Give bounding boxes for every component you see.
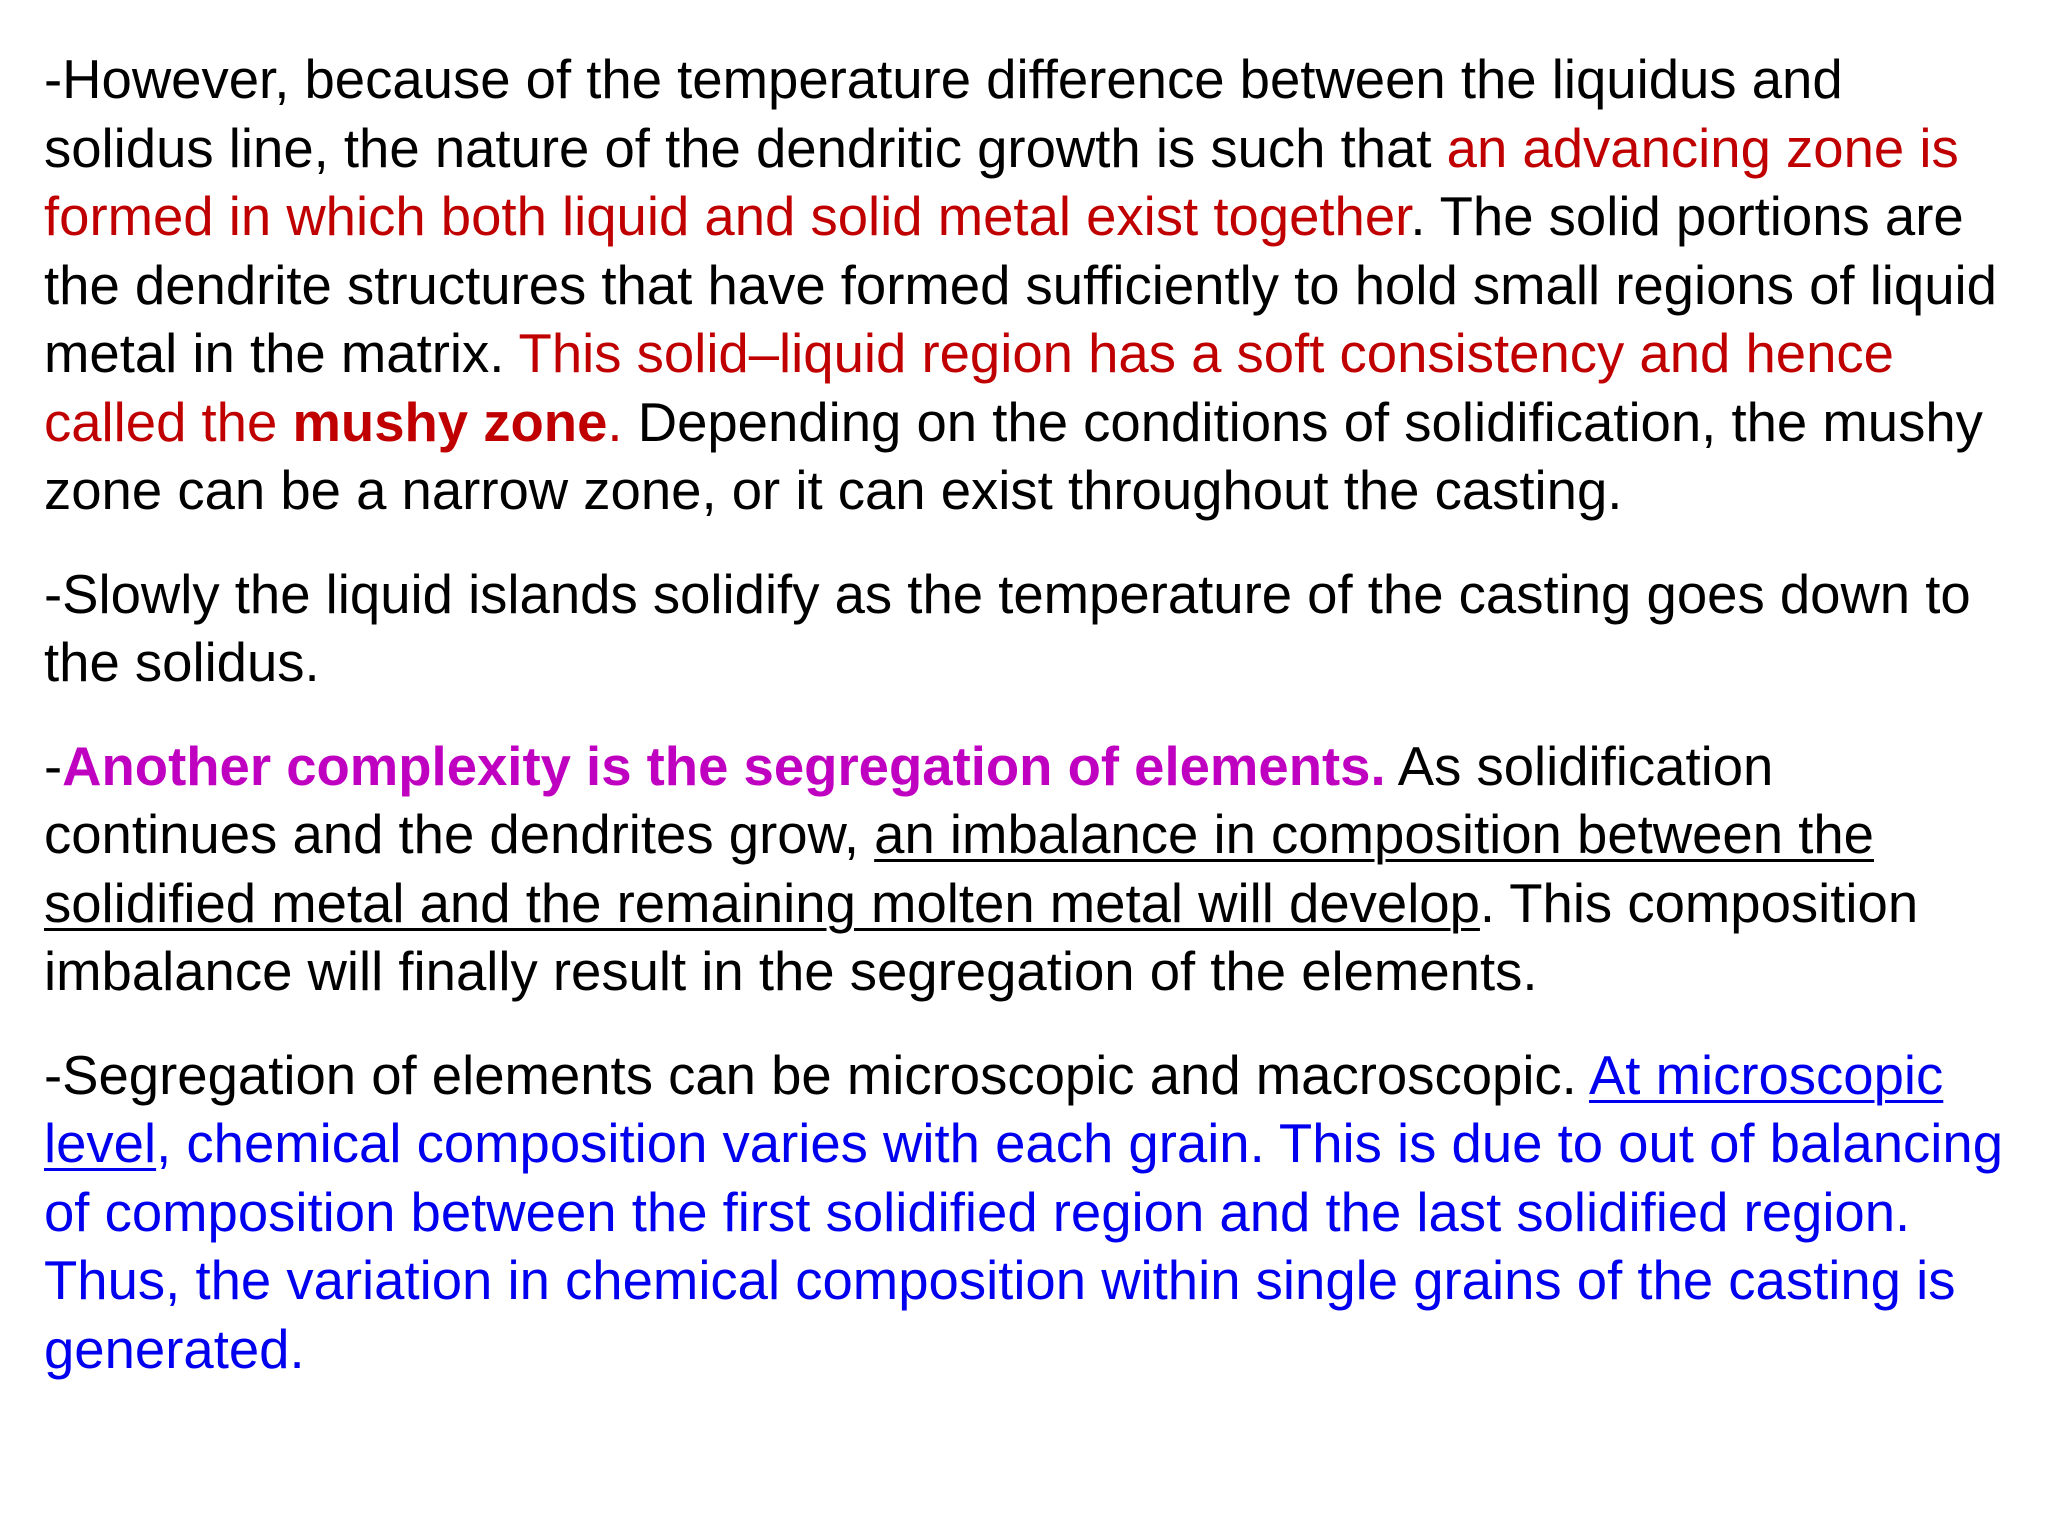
text-run: As solidification continues and the dendrites grow, bbox=[44, 735, 1774, 865]
microscopic-level-link[interactable]: At microscopic level bbox=[44, 1044, 1944, 1174]
highlight-magenta-heading: Another complexity is the segregation of elements. bbox=[62, 735, 1386, 797]
text-run: -Segregation of elements can be microscopic and macroscopic. bbox=[44, 1044, 1589, 1106]
slide-body bbox=[44, 46, 2019, 1384]
text-run: -Slowly the liquid islands solidify as the temperature of the casting goes down to the solidus. bbox=[44, 563, 1971, 693]
paragraph-segregation bbox=[44, 733, 2019, 1007]
text-run: -However, because of the temperature difference between the liquidus and solidus line, the nature of the dendritic growth is such that bbox=[44, 49, 1843, 179]
text-run: Depending on the conditions of solidification, the mushy zone can be a narrow zone, or it can exist throughout the casting. bbox=[44, 391, 1983, 521]
paragraph-mushy-zone bbox=[44, 46, 2019, 526]
text-run: . This composition imbalance will finally result in the segregation of the elements. bbox=[44, 872, 1919, 1002]
paragraph-microscopic bbox=[44, 1042, 2019, 1385]
text-run: - bbox=[44, 735, 63, 797]
mushy-zone-term: mushy zone bbox=[292, 391, 608, 453]
highlight-red-text: This solid–liquid region has a soft consistency and hence called the bbox=[44, 323, 1894, 453]
paragraph-liquid-islands bbox=[44, 561, 2019, 698]
text-run: . The solid portions are the dendrite structures that have formed sufficiently to hold small regions of liquid metal in the matrix. bbox=[44, 186, 1997, 384]
highlight-red-text: . bbox=[607, 391, 623, 453]
underlined-text: an imbalance in composition between the solidified metal and the remaining molten metal will develop bbox=[44, 804, 1874, 934]
highlight-blue-text: , chemical composition varies with each grain. This is due to out of balancing of composition between the first solidified region and the last solidified region. Thus, the variation in chemical composition within single grains of the casting is generated. bbox=[44, 1113, 2003, 1380]
highlight-red-text: an advancing zone is formed in which both liquid and solid metal exist together bbox=[44, 117, 1959, 247]
